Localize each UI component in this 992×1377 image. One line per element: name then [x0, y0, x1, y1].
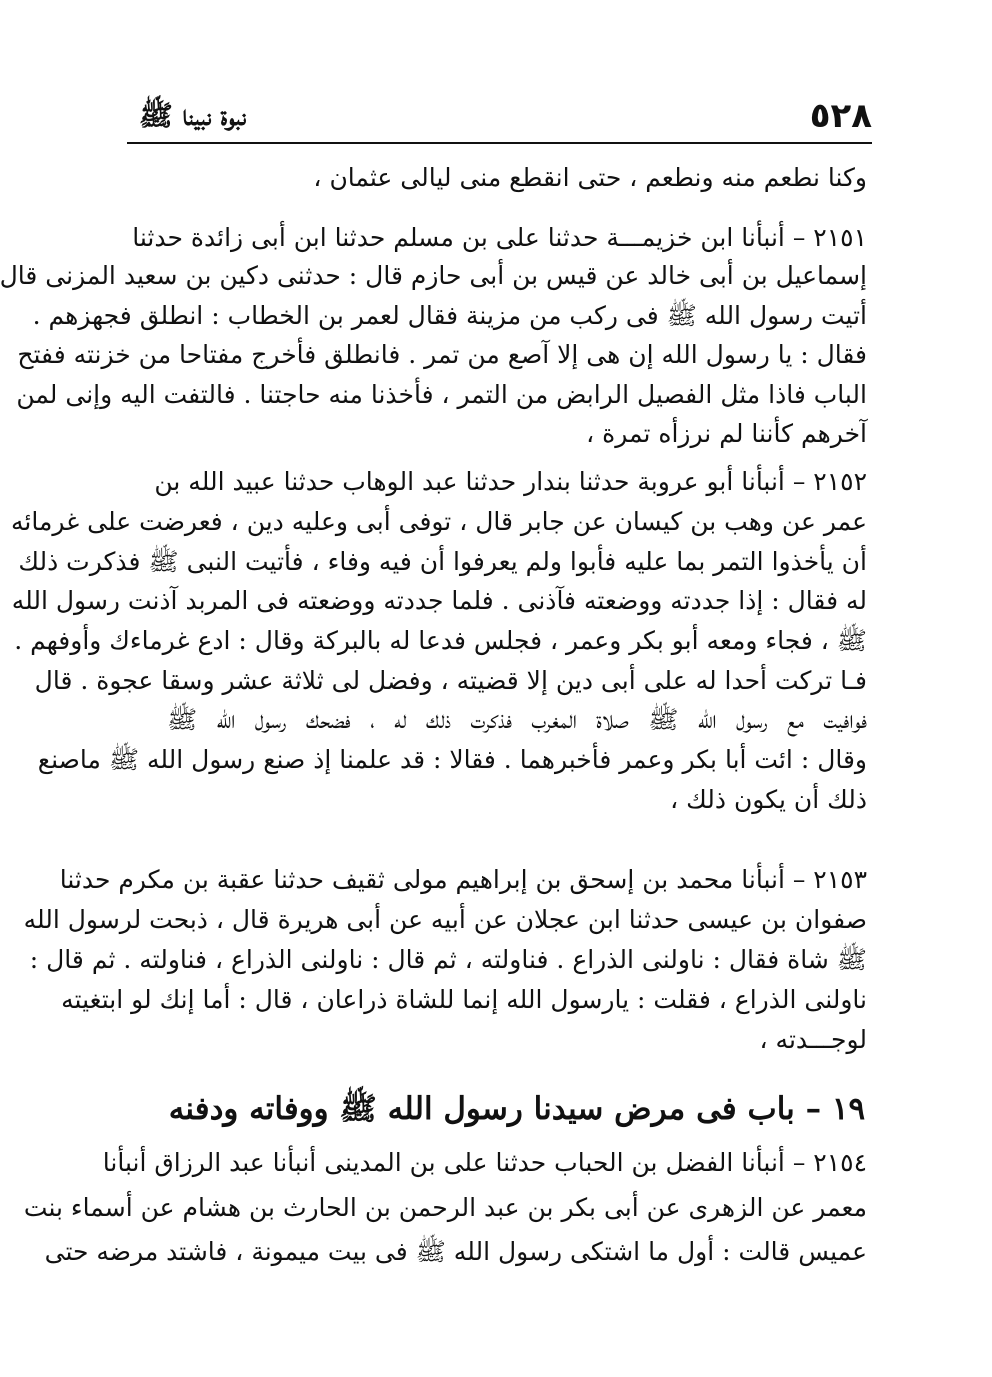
hadith-2153-start: ٢١٥٣ – أنبأنا محمد بن إسحق بن إبراهيم مولى ثقيف حدثنا عقبة بن مكرم حدثنا [59, 865, 867, 894]
text-line: عمر عن وهب بن كيسان عن جابر قال ، توفى أبى وعليه دين ، فعرضت على غرمائه [10, 507, 867, 536]
text-line: الباب فاذا مثل الفصيل الرابض من التمر ، فأخذنا منه حاجتنا . فالتفت اليه وإنى لمن [16, 380, 867, 409]
chapter-heading: ١٩ – باب فى مرض سيدنا رسول الله ﷺ ووفاته ودفنه [168, 1091, 866, 1127]
text-line: فقال : يا رسول الله إن هى إلا آصع من تمر . فانطلق فأخرج مفتاحا من خزنته ففتح [17, 340, 867, 369]
text-line: أتيت رسول الله ﷺ فى ركب من مزينة فقال لعمر بن الخطاب : انطلق فجهزهم . [32, 301, 867, 330]
text-line: إسماعيل بن أبى خالد عن قيس بن أبى حازم قال : حدثنى دكين بن سعيد المزنى قال [0, 261, 867, 290]
hadith-2151-start: ٢١٥١ – أنبأنا ابن خزيمـــة حدثنا على بن مسلم حدثنا ابن أبى زائدة حدثنا [132, 223, 867, 252]
text-line: أن يأخذوا التمر بما عليه فأبوا ولم يعرفوا أن فيه وفاء ، فأتيت النبى ﷺ فذكرت ذلك [18, 547, 867, 576]
text-line: فـا تركت أحدا له على أبى دين إلا قضيته ، وفضل لى ثلاثة عشر وسقا عجوة . قال [34, 666, 867, 695]
text-line: آخرهم كأننا لم نرزأه تمرة ، [586, 419, 867, 448]
text-line: وقال : ائت أبا بكر وعمر فأخبرهما . فقالا : قد علمنا إذ صنع رسول الله ﷺ ماصنع [37, 745, 867, 774]
text-line: لوجـــدته ، [759, 1025, 867, 1054]
text-line: صفوان بن عيسى حدثنا ابن عجلان عن أبيه عن أبى هريرة قال ، ذبحت لرسول الله [23, 905, 867, 934]
text-line: عميس قالت : أول ما اشتكى رسول الله ﷺ فى بيت ميمونة ، فاشتد مرضه حتى [44, 1237, 867, 1266]
text-line: ناولنى الذراع ، فقلت : يارسول الله إنما للشاة ذراعان ، قال : أما إنك لو ابتغيته [61, 985, 867, 1014]
page-number: ٥٢٨ [809, 96, 872, 136]
text-line: فوافيت مع رسول الله ﷺ صلاة المغرب فذكرت ذلك له ، فضحك رسول الله ﷺ [167, 705, 867, 734]
text-line: ﷺ شاة فقال : ناولنى الذراع . فناولته ، ثم قال : ناولنى الذراع ، فناولته . ثم قال : [29, 945, 867, 974]
text-line: معمر عن الزهرى عن أبى بكر بن عبد الرحمن بن الحارث بن هشام عن أسماء بنت [23, 1193, 867, 1222]
hadith-2152-start: ٢١٥٢ – أنبأنا أبو عروبة حدثنا بندار حدثنا عبد الوهاب حدثنا عبيد الله بن [154, 467, 867, 496]
header-rule [127, 142, 872, 144]
hadith-2154-start: ٢١٥٤ – أنبأنا الفضل بن الحباب حدثنا على بن المدينى أنبأنا عبد الرزاق أنبأنا [102, 1148, 867, 1177]
text-line: ذلك أن يكون ذلك ، [670, 785, 867, 814]
text-line: ﷺ ، فجاء ومعه أبو بكر وعمر ، فجلس فدعا له بالبركة وقال : ادع غرماءك وأوفهم . [14, 626, 867, 655]
text-line: له فقال : إذا جددته ووضعته فآذنى . فلما جددته ووضعته فى المربد آذنت رسول الله [11, 586, 867, 615]
page-header [127, 88, 872, 140]
running-title: نبوة نبينا ﷺ [139, 99, 247, 132]
text-line: وكنا نطعم منه ونطعم ، حتى انقطع منى ليالى عثمان ، [313, 163, 867, 192]
